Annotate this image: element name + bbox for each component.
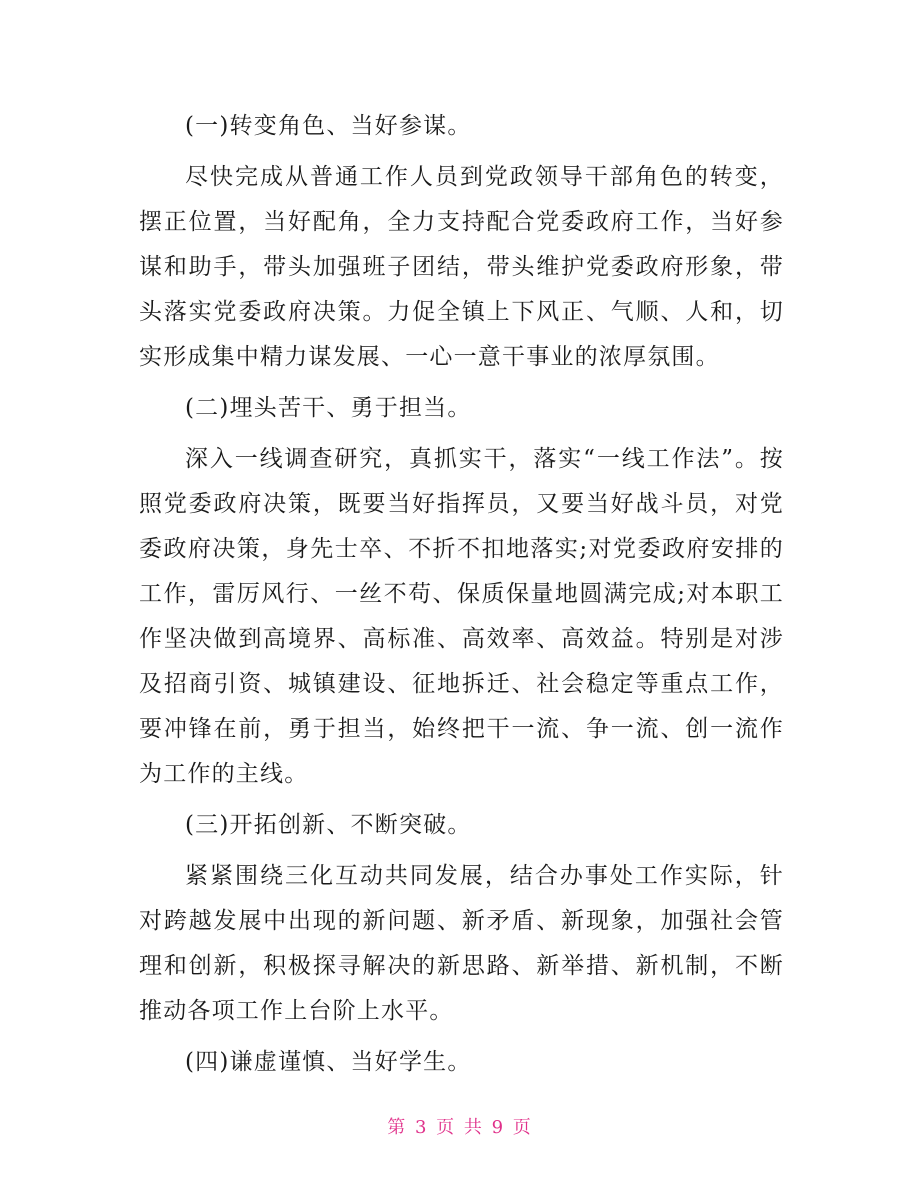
document-body (139, 104, 784, 1085)
page-number-footer: 第 3 页 共 9 页 (387, 1117, 533, 1138)
section-4-heading: (四)谦虚谨慎、当好学生。 (185, 1049, 472, 1075)
section-1-paragraph: 尽快完成从普通工作人员到党政领导干部角色的转变，摆正位置，当好配角，全力支持配合党委政府工作，当好参谋和助手，带头加强班子团结，带头维护党委政府形象，带头落实党委政府决策。力促全镇上下风正、气顺、人和，切实形成集中精力谋发展、一心一意干事业的浓厚氛围。 (139, 164, 784, 370)
section-2-paragraph: 深入一线调查研究，真抓实干，落实“一线工作法”。按照党委政府决策，既要当好指挥员，又要当好战斗员，对党委政府决策，身先士卒、不折不扣地落实;对党委政府安排的工作，雷厉风行、一丝不苟、保质保量地圆满完成;对本职工作坚决做到高境界、高标准、高效率、高效益。特别是对涉及招商引资、城镇建设、征地拆迁、社会稳定等重点工作，要冲锋在前，勇于担当，始终把干一流、争一流、创一流作为工作的主线。 (139, 446, 784, 787)
section-2-heading: (二)埋头苦干、勇于担当。 (185, 395, 472, 421)
section-3-paragraph: 紧紧围绕三化互动共同发展，结合办事处工作实际，针对跨越发展中出现的新问题、新矛盾、新现象，加强社会管理和创新，积极探寻解决的新思路、新举措、新机制，不断推动各项工作上台阶上水平。 (139, 863, 784, 1024)
section-3-heading: (三)开拓创新、不断突破。 (185, 812, 472, 838)
section-1-heading: (一)转变角色、当好参谋。 (185, 113, 472, 139)
